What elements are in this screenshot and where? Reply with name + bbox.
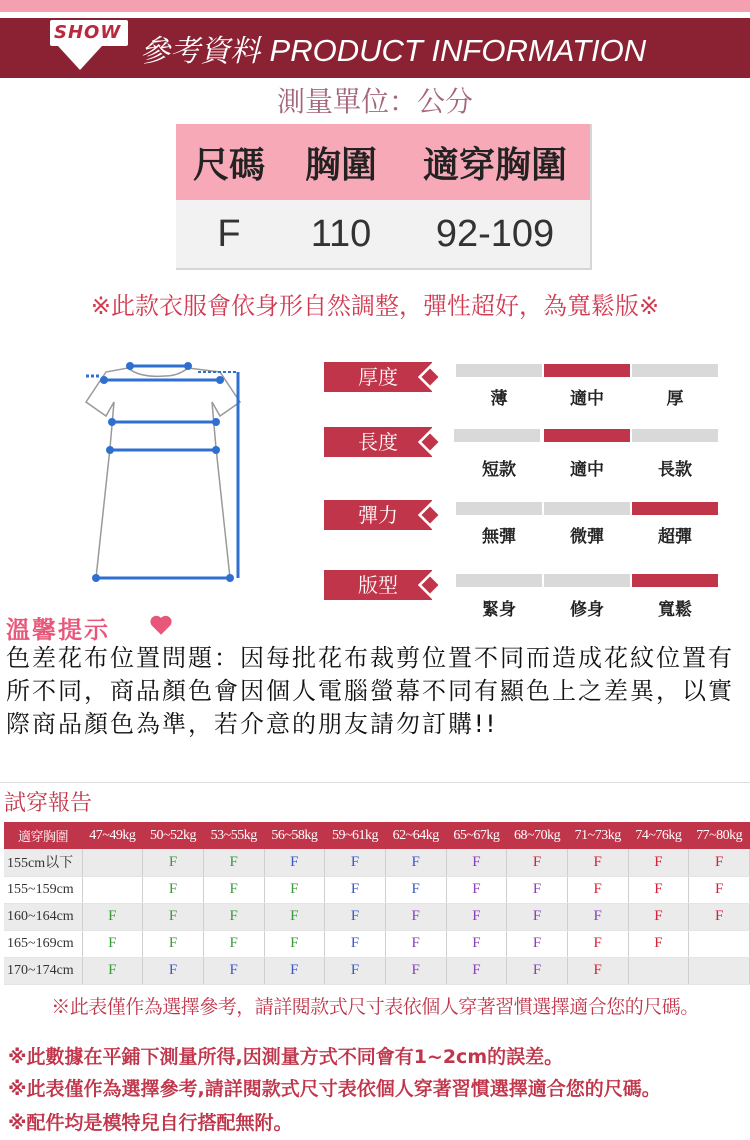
- fit-cell: F: [325, 903, 386, 930]
- fit-cell: F: [203, 957, 264, 984]
- weight-header: 74~76kg: [628, 822, 689, 849]
- fit-cell: F: [628, 876, 689, 903]
- attribute-label: 長度: [324, 427, 432, 457]
- fitting-corner-header: 適穿胸圍: [4, 822, 82, 849]
- fit-cell: F: [507, 849, 568, 876]
- fitting-row: [4, 849, 750, 876]
- fit-cell: F: [446, 849, 507, 876]
- size-header-size: 尺碼: [192, 144, 265, 186]
- fit-cell: F: [567, 849, 628, 876]
- fit-cell: F: [385, 849, 446, 876]
- fit-cell: [82, 849, 143, 876]
- weight-header: 68~70kg: [507, 822, 568, 849]
- scale-option: 適中: [570, 389, 604, 409]
- show-tag-text: SHOW: [54, 22, 122, 43]
- fit-cell: F: [567, 876, 628, 903]
- show-tag-arrow-icon: [58, 46, 102, 70]
- attribute-length: [324, 427, 744, 487]
- banner-title-en: PRODUCT INFORMATION: [269, 33, 647, 68]
- weight-header: 71~73kg: [567, 822, 628, 849]
- fit-cell: F: [264, 957, 325, 984]
- fit-cell: F: [628, 849, 689, 876]
- scale-segment-1: [456, 502, 542, 515]
- fit-cell: F: [203, 930, 264, 957]
- tips-body: 色差花布位置問題：因每批花布裁剪位置不同而造成花紋位置有所不同，商品顏色會因個人電腦螢幕不同有顯色上之差異，以實際商品顏色為準，若介意的朋友請勿訂購!!: [6, 644, 734, 738]
- fit-cell: F: [446, 876, 507, 903]
- scale-option: 微彈: [570, 527, 604, 547]
- footer-note-measurement: ※此數據在平鋪下測量所得,因測量方式不同會有1~2cm的誤差。: [8, 1046, 564, 1068]
- fit-cell: F: [264, 930, 325, 957]
- scale-segment-3: [632, 429, 718, 442]
- size-table-header: [176, 124, 590, 200]
- weight-header: 53~55kg: [203, 822, 264, 849]
- heart-icon: [148, 612, 174, 638]
- footer-note-reference: ※此表僅作為選擇參考,請詳閱款式尺寸表依個人穿著習慣選擇適合您的尺碼。: [8, 1078, 661, 1100]
- fit-cell: [628, 957, 689, 984]
- dress-outline: [86, 368, 240, 578]
- fit-cell: F: [689, 903, 750, 930]
- fit-cell: F: [689, 876, 750, 903]
- attribute-thickness: [324, 362, 744, 422]
- size-table: [176, 124, 590, 268]
- report-title: 試穿報告: [4, 791, 93, 816]
- fit-cell: F: [628, 930, 689, 957]
- fit-cell: F: [143, 957, 204, 984]
- fit-cell: F: [385, 876, 446, 903]
- fit-cell: F: [689, 849, 750, 876]
- weight-header: 47~49kg: [82, 822, 143, 849]
- attribute-label: 彈力: [324, 500, 432, 530]
- scale-option: 超彈: [658, 527, 692, 547]
- attribute-label: 版型: [324, 570, 432, 600]
- fit-cell: F: [325, 849, 386, 876]
- height-label: 155~159cm: [4, 876, 82, 903]
- fit-cell: F: [385, 957, 446, 984]
- height-label: 165~169cm: [4, 930, 82, 957]
- size-table-row: [176, 200, 590, 268]
- scale-segment-3: [632, 364, 718, 377]
- fit-cell: F: [325, 876, 386, 903]
- fitting-row: [4, 930, 750, 957]
- fit-cell: [82, 876, 143, 903]
- fit-cell: F: [446, 957, 507, 984]
- fit-cell: F: [507, 876, 568, 903]
- size-header-bust: 胸圍: [304, 144, 377, 186]
- fit-cell: F: [143, 903, 204, 930]
- scale-segment-2: [544, 574, 630, 587]
- fit-cell: F: [203, 849, 264, 876]
- fit-cell: F: [507, 903, 568, 930]
- scale-option: 緊身: [482, 600, 516, 620]
- fit-cell: F: [264, 849, 325, 876]
- scale-segment-2-selected: [544, 364, 630, 377]
- measurement-unit: 測量單位：公分: [276, 85, 473, 118]
- scale-segment-1: [454, 429, 540, 442]
- weight-header: 62~64kg: [385, 822, 446, 849]
- fit-cell: F: [325, 957, 386, 984]
- fit-cell: F: [567, 957, 628, 984]
- height-label: 170~174cm: [4, 957, 82, 984]
- fit-cell: [689, 930, 750, 957]
- fit-cell: F: [325, 930, 386, 957]
- scale-segment-2-selected: [544, 429, 630, 442]
- size-header-fit-bust: 適穿胸圍: [422, 144, 567, 186]
- scale-option: 寬鬆: [658, 600, 692, 620]
- scale-option: 無彈: [482, 527, 516, 547]
- weight-header: 59~61kg: [325, 822, 386, 849]
- scale-segment-1: [456, 364, 542, 377]
- scale-option: 薄: [490, 389, 508, 409]
- fit-cell: F: [567, 903, 628, 930]
- fit-cell: F: [82, 957, 143, 984]
- tips-title: 溫馨提示: [6, 616, 110, 644]
- height-label: 155cm以下: [4, 849, 82, 876]
- fitting-row: [4, 876, 750, 903]
- bust-value: 110: [310, 212, 372, 255]
- fit-cell: F: [628, 903, 689, 930]
- fit-cell: F: [203, 903, 264, 930]
- fitting-header-row: [4, 822, 750, 849]
- scale-segment-2: [544, 502, 630, 515]
- fit-cell: F: [507, 930, 568, 957]
- height-label: 160~164cm: [4, 903, 82, 930]
- weight-header: 77~80kg: [689, 822, 750, 849]
- footer-note-accessories: ※配件均是模特兒自行搭配無附。: [8, 1112, 293, 1134]
- fit-cell: F: [385, 930, 446, 957]
- fitting-row: [4, 957, 750, 984]
- banner-title: [140, 26, 646, 70]
- scale-segment-1: [456, 574, 542, 587]
- fit-cell: F: [203, 876, 264, 903]
- fit-cell: F: [567, 930, 628, 957]
- fit-cell: F: [446, 930, 507, 957]
- fit-cell: F: [385, 903, 446, 930]
- fit-cell: F: [82, 903, 143, 930]
- weight-header: 56~58kg: [264, 822, 325, 849]
- scale-option: 修身: [570, 600, 604, 620]
- fit-cell: F: [82, 930, 143, 957]
- attribute-label: 厚度: [324, 362, 432, 392]
- banner-title-cn: 參考資料: [140, 34, 260, 69]
- fit-cell: F: [507, 957, 568, 984]
- scale-option: 短款: [482, 460, 516, 480]
- fit-cell: F: [143, 930, 204, 957]
- scale-segment-3-selected: [632, 502, 718, 515]
- fit-note: ※此款衣服會依身形自然調整，彈性超好，為寬鬆版※: [90, 292, 660, 320]
- fit-cell: F: [143, 849, 204, 876]
- scale-option: 長款: [658, 460, 692, 480]
- fit-cell: F: [264, 903, 325, 930]
- size-value: F: [217, 212, 241, 255]
- attribute-elasticity: [324, 500, 744, 560]
- scale-option: 適中: [570, 460, 604, 480]
- scale-segment-3-selected: [632, 574, 718, 587]
- fit-cell: [689, 957, 750, 984]
- fitting-row: [4, 903, 750, 930]
- scale-option: 厚: [666, 389, 684, 409]
- fit-cell: F: [143, 876, 204, 903]
- fit-bust-value: 92-109: [435, 212, 555, 255]
- attribute-fit: [324, 570, 744, 630]
- fit-cell: F: [264, 876, 325, 903]
- garment-measurement-diagram: [70, 350, 260, 600]
- report-note: ※此表僅作為選擇參考，請詳閱款式尺寸表依個人穿著習慣選擇適合您的尺碼。: [51, 996, 699, 1018]
- weight-header: 50~52kg: [143, 822, 204, 849]
- banner-top-strip: [0, 0, 750, 12]
- fit-cell: F: [446, 903, 507, 930]
- weight-header: 65~67kg: [446, 822, 507, 849]
- fitting-table: [4, 822, 750, 985]
